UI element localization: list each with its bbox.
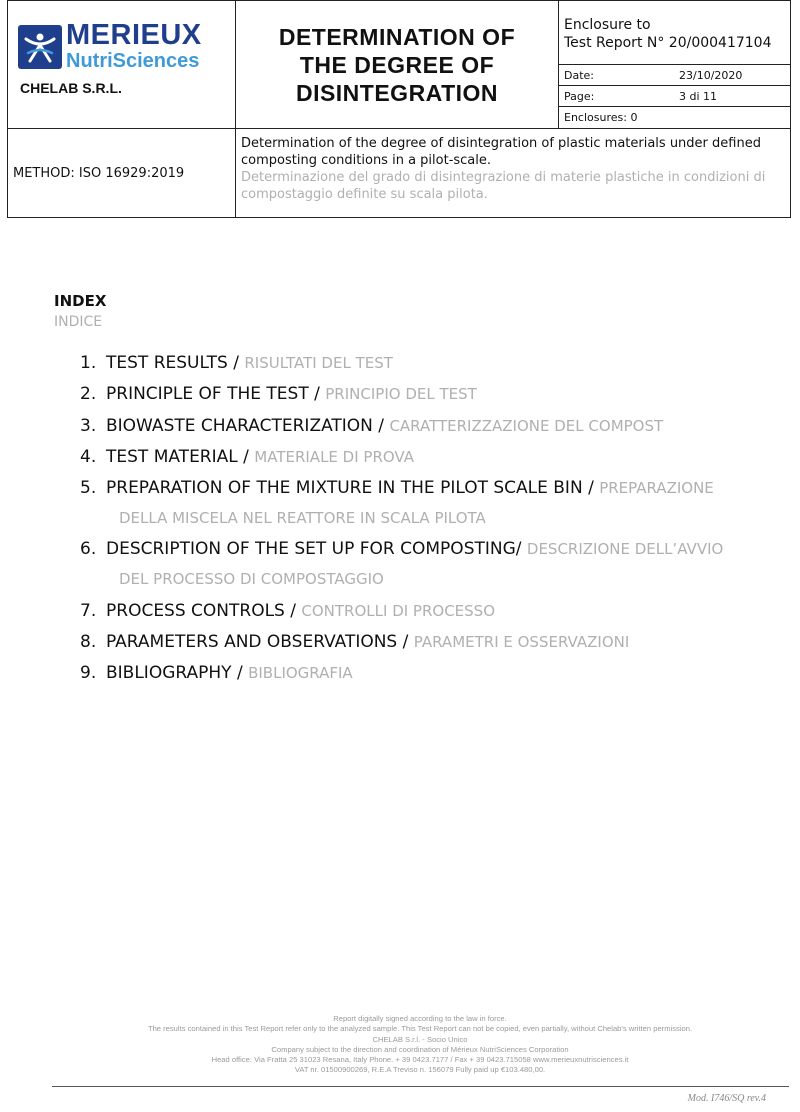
toc-italian: MATERIALE DI PROVA [254, 447, 414, 466]
enclosure-label: Enclosure to [564, 17, 651, 33]
date-label: Date: [564, 69, 594, 82]
footer-line: Report digitally signed according to the law in force. [333, 1014, 507, 1023]
toc-item [80, 534, 780, 594]
toc-english: TEST MATERIAL / [106, 446, 249, 467]
toc-number: 1. [80, 353, 97, 373]
toc-number: 3. [80, 415, 97, 436]
toc-italian: DESCRIZIONE DELL’AVVIO [526, 540, 724, 559]
report-header [7, 0, 791, 218]
toc-number: 5. [80, 478, 97, 499]
model-reference: Mod. I746/SQ rev.4 [687, 1093, 766, 1104]
page-label: Page: [564, 90, 595, 103]
toc-item [80, 627, 780, 657]
footer-line: VAT nr. 01500900269, R.E.A Treviso n. 156079 Fully paid up €103.480,00. [294, 1065, 546, 1075]
brand-subname: NutriSciences [66, 50, 200, 72]
toc-english: BIOWASTE CHARACTERIZATION / [106, 415, 385, 436]
title-line: DISINTEGRATION [295, 79, 499, 106]
toc-english: PARAMETERS AND OBSERVATIONS / [106, 632, 409, 653]
toc-italian: CARATTERIZZAZIONE DEL COMPOST [389, 416, 664, 435]
footer-divider [52, 1086, 789, 1087]
footer-line: CHELAB S.r.l. - Socio Unico [372, 1034, 468, 1044]
toc-italian: PARAMETRI E OSSERVAZIONI [413, 633, 630, 652]
divider [235, 128, 236, 217]
toc-number: 6. [80, 539, 97, 560]
toc-item [80, 411, 780, 441]
table-of-contents [80, 348, 780, 690]
date-value: 23/10/2020 [679, 69, 743, 82]
toc-item [80, 379, 780, 409]
toc-number: 9. [80, 663, 97, 684]
index-subtitle: INDICE [54, 314, 103, 330]
page-value: 3 di 11 [679, 90, 718, 103]
brand-name: MERIEUX [66, 19, 202, 51]
footer-line: The results contained in this Test Report refer only to the analyzed sample. This Test Report can not be copied, even partially, without Chelab's written permission. [147, 1024, 693, 1034]
test-report-number: Test Report N° 20/000417104 [564, 35, 772, 51]
method-cell [8, 129, 235, 217]
toc-english: PROCESS CONTROLS / [106, 600, 296, 621]
page-row [559, 86, 791, 107]
logo-cell [8, 1, 235, 128]
merieux-logo-icon [18, 25, 62, 69]
toc-italian: CONTROLLI DI PROCESSO [301, 601, 496, 620]
title-line: DETERMINATION OF [278, 23, 516, 50]
toc-italian: BIBLIOGRAFIA [248, 664, 353, 683]
footer-line: Head office: Via Fratta 25 31023 Resana, Italy Phone. + 39 0423.7177 / Fax + 39 0423.715058 www.merieuxnutrisciences.it [211, 1055, 629, 1065]
toc-number: 8. [80, 632, 97, 653]
title-line: THE DEGREE OF [299, 51, 495, 78]
toc-italian-continued: DEL PROCESSO DI COMPOSTAGGIO [119, 570, 384, 589]
toc-italian-continued: DELLA MISCELA NEL REATTORE IN SCALA PILOTA [119, 509, 486, 528]
toc-italian: PREPARAZIONE [599, 479, 714, 498]
enclosures-count: Enclosures: 0 [564, 111, 638, 124]
toc-item [80, 658, 780, 688]
toc-number: 2. [80, 384, 97, 405]
toc-italian: RISULTATI DEL TEST [244, 354, 393, 372]
method-label: METHOD: ISO 16929:2019 [13, 165, 185, 181]
description-english: Determination of the degree of disintegration of plastic materials under defined composting conditions in a pilot-scale. [241, 136, 761, 168]
date-row [559, 65, 791, 86]
footer-line: Company subject to the direction and coordination of Mérieux NutriSciences Corporation [271, 1044, 569, 1054]
legal-footer [60, 1014, 780, 1076]
toc-english: DESCRIPTION OF THE SET UP FOR COMPOSTING/ [106, 539, 522, 560]
toc-item [80, 473, 780, 533]
description-italian: Determinazione del grado di disintegrazione di materie plastiche in condizioni di compostaggio definite su scala pilota. [241, 170, 766, 202]
title-cell [236, 1, 558, 128]
toc-english: PREPARATION OF THE MIXTURE IN THE PILOT SCALE BIN / [106, 478, 594, 499]
toc-english: PRINCIPLE OF THE TEST / [106, 384, 320, 405]
document-title [279, 23, 515, 107]
toc-item [80, 596, 780, 626]
toc-number: 7. [80, 600, 97, 621]
toc-english: TEST RESULTS / [106, 353, 239, 373]
toc-number: 4. [80, 446, 97, 467]
toc-italian: PRINCIPIO DEL TEST [325, 385, 477, 404]
index-title: INDEX [54, 292, 107, 310]
company-name: CHELAB S.R.L. [20, 80, 122, 96]
enclosure-cell [559, 1, 791, 64]
enclosures-row [559, 107, 791, 128]
toc-item [80, 348, 780, 378]
toc-item [80, 442, 780, 472]
description-cell [241, 135, 786, 203]
toc-english: BIBLIOGRAPHY / [106, 663, 243, 684]
